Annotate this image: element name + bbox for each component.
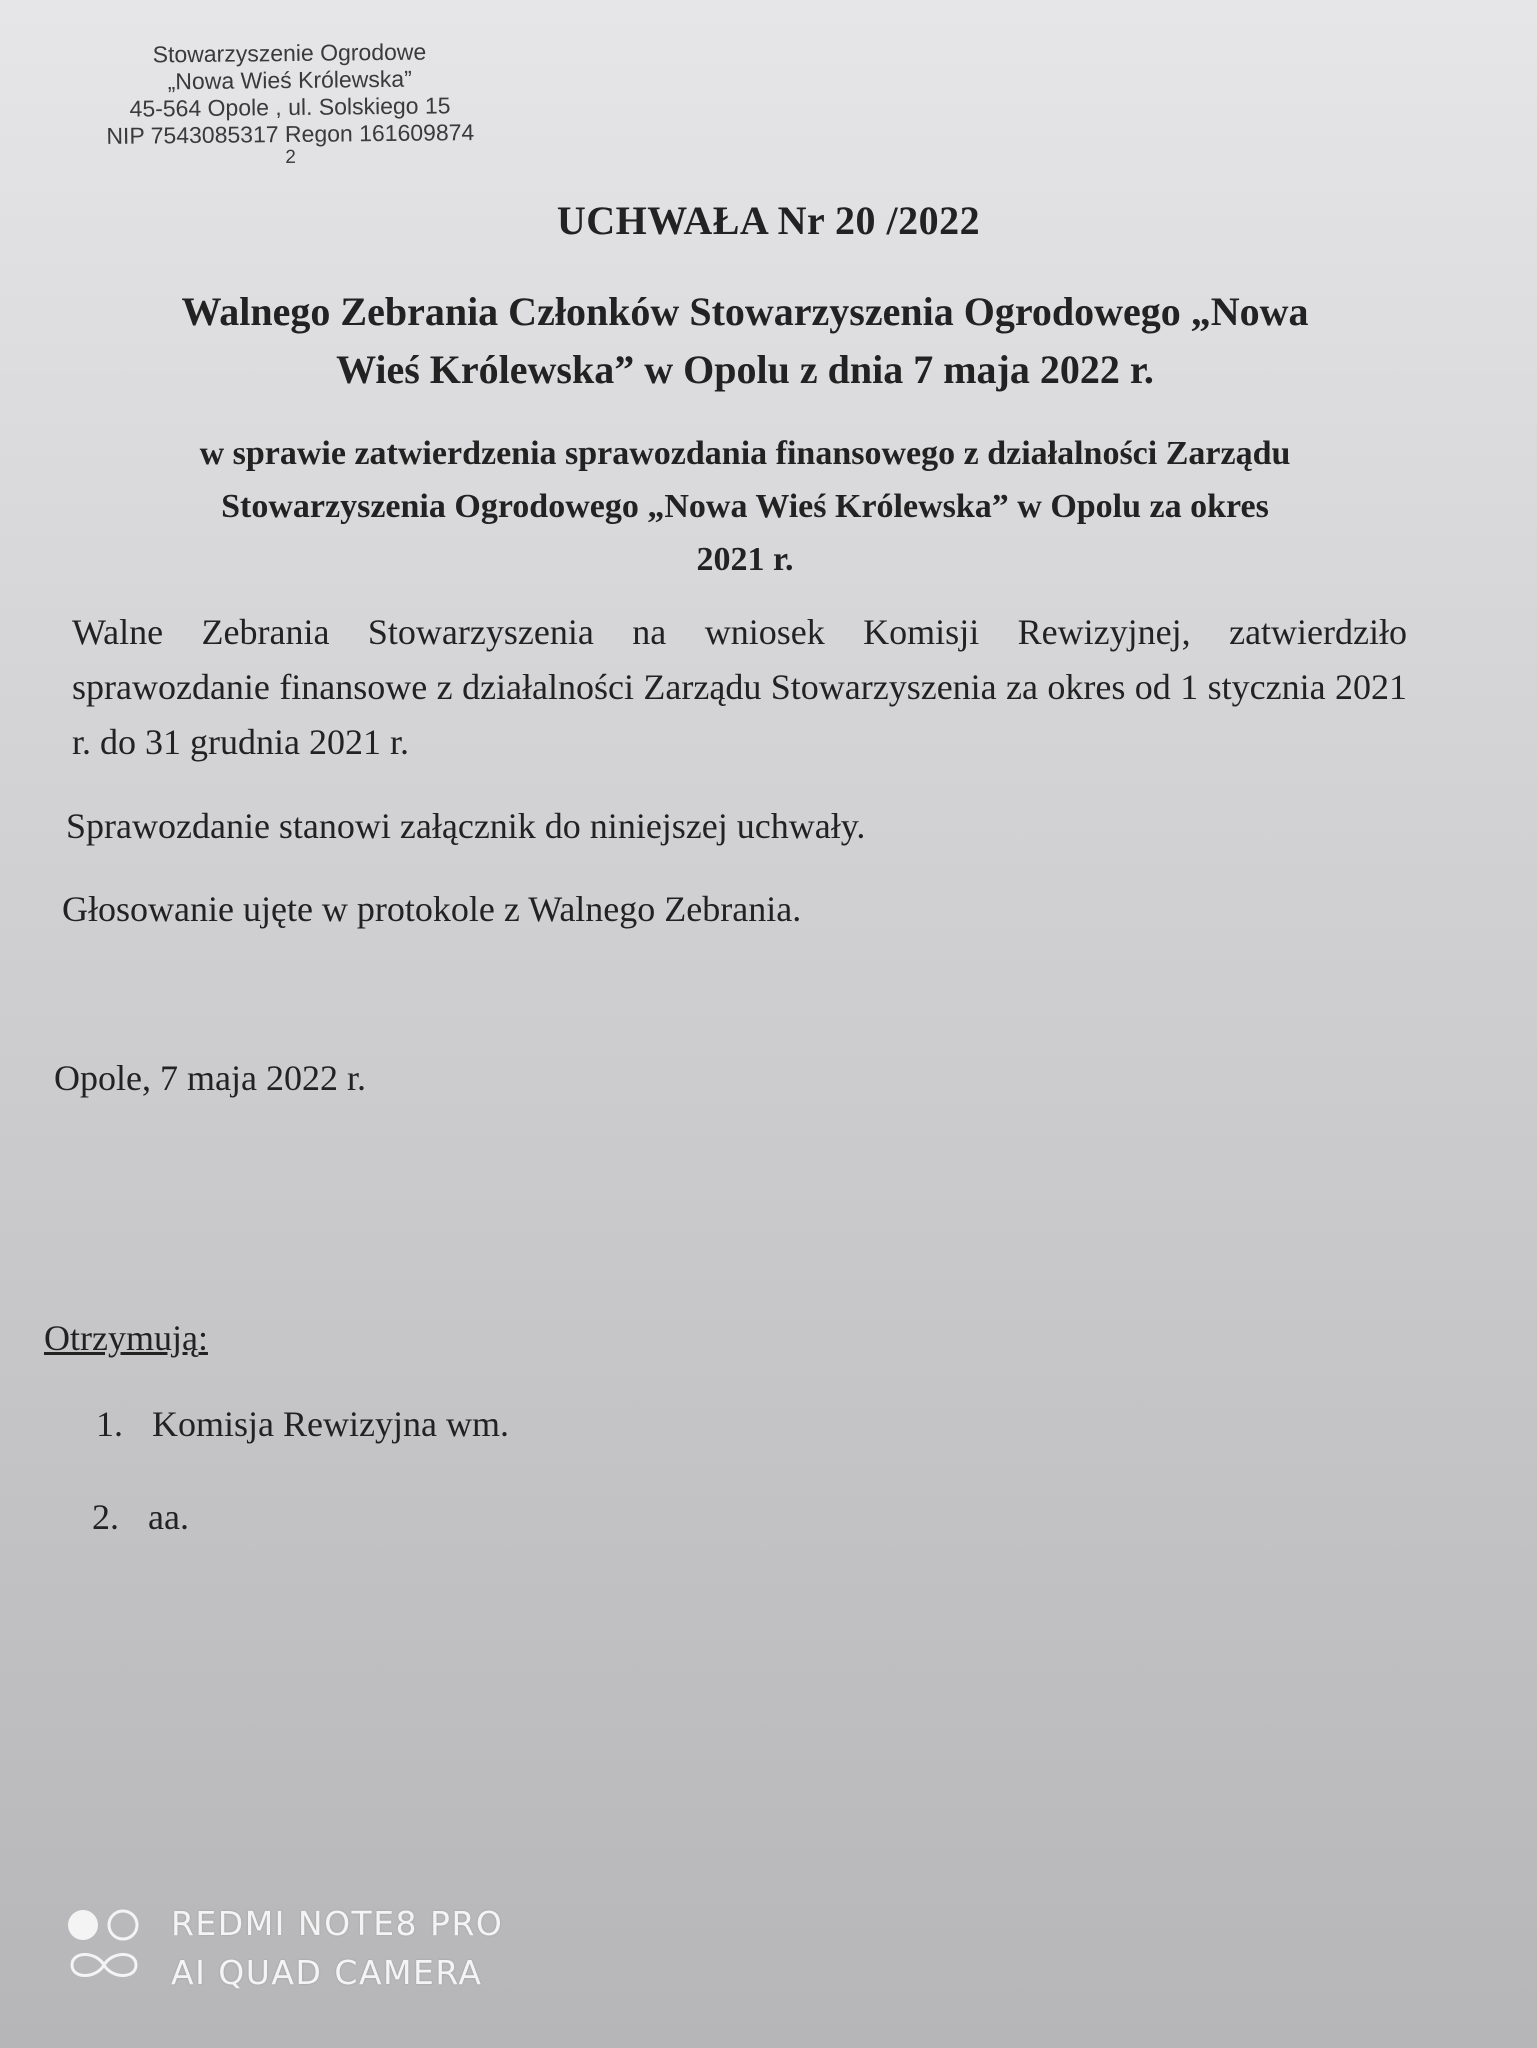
- stamp-line-name: Stowarzyszenie Ogrodowe: [152, 38, 427, 68]
- attachment-note: Sprawozdanie stanowi załącznik do niniejszej uchwały.: [66, 806, 866, 846]
- list-item-number: 1.: [96, 1404, 123, 1444]
- watermark-line-camera: AI QUAD CAMERA: [171, 1953, 483, 1992]
- place-and-date: Opole, 7 maja 2022 r.: [54, 1058, 366, 1098]
- recipients-label: Otrzymują:: [44, 1318, 208, 1358]
- list-item-text: Komisja Rewizyjna wm.: [152, 1404, 509, 1444]
- stamp-line-quote-name: „Nowa Wieś Królewska”: [167, 65, 412, 95]
- camera-watermark: [171, 1899, 503, 1997]
- watermark-line-model: REDMI NOTE8 PRO: [171, 1904, 504, 1943]
- subject-line: 2021 r.: [696, 541, 794, 578]
- organization-stamp: [79, 38, 500, 170]
- body-paragraph: Walne Zebrania Stowarzyszenia na wniosek Komisji Rewizyjnej, zatwierdziło sprawozdanie finansowe z działalności Zarządu Stowarzyszenia za okres od 1 stycznia 2021 r. do 31 grudnia 2021 r.: [72, 612, 1407, 762]
- stamp-line-index: 2: [285, 146, 296, 169]
- heading-line: Walnego Zebrania Członków Stowarzyszenia Ogrodowego „Nowa: [181, 289, 1309, 334]
- subject-line: Stowarzyszenia Ogrodowego „Nowa Wieś Królewska” w Opolu za okres: [221, 488, 1269, 525]
- list-item-text: aa.: [148, 1497, 189, 1537]
- stamp-line-address: 45-564 Opole , ul. Solskiego 15: [129, 92, 451, 122]
- quad-camera-icon: [66, 1905, 142, 1985]
- resolution-subject: [75, 427, 1415, 586]
- list-item-number: 2.: [92, 1497, 119, 1537]
- resolution-heading: [80, 283, 1410, 399]
- heading-line: Wieś Królewska” w Opolu z dnia 7 maja 2022 r.: [336, 347, 1154, 392]
- list-item: [92, 1496, 189, 1538]
- list-item: [96, 1403, 509, 1445]
- voting-note: Głosowanie ujęte w protokole z Walnego Zebrania.: [62, 889, 802, 929]
- resolution-title: UCHWAŁA Nr 20 /2022: [556, 198, 981, 243]
- stamp-line-nip-regon: NIP 7543085317 Regon 161609874: [106, 119, 475, 149]
- subject-line: w sprawie zatwierdzenia sprawozdania finansowego z działalności Zarządu: [199, 435, 1291, 472]
